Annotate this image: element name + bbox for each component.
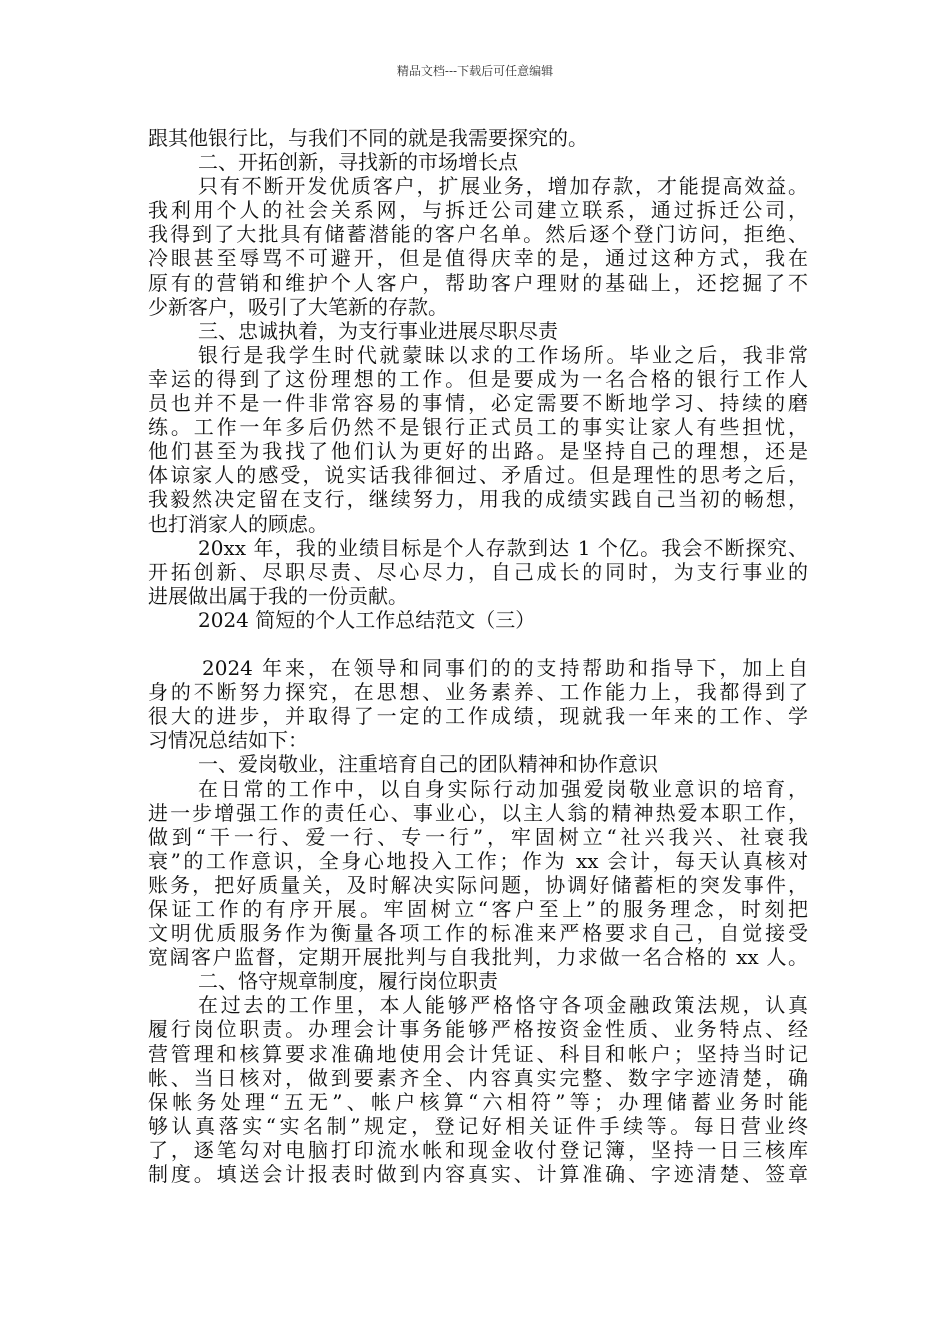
text-line: 制度。填送会计报表时做到内容真实、计算准确、字迹清楚、签章 — [148, 1162, 808, 1187]
text-line: 了，逐笔勾对电脑打印流水帐和现金收付登记簿，坚持一日三核库 — [148, 1137, 808, 1162]
text-line: 练。工作一年多后仍然不是银行正式员工的事实让家人有些担忧， — [148, 415, 808, 440]
text-line: 账务，把好质量关，及时解决实际问题，协调好储蓄柜的突发事件， — [148, 872, 808, 897]
text-line: 二、开拓创新，寻找新的市场增长点 — [198, 150, 518, 175]
text-line: 身的不断努力探究，在思想、业务素养、工作能力上，我都得到了 — [148, 680, 808, 705]
text-line: 在过去的工作里，本人能够严格恪守各项金融政策法规，认真 — [198, 993, 808, 1018]
text-line: 他们甚至为我找了他们认为更好的出路。是坚持自己的理想，还是 — [148, 439, 808, 464]
text-line: 宽阔客户监督，定期开展批判与自我批判，力求做一名合格的 xx 人。 — [148, 945, 808, 970]
text-line: 我毅然决定留在支行，继续努力，用我的成绩实践自己当初的畅想， — [148, 487, 808, 512]
text-line: 只有不断开发优质客户，扩展业务，增加存款，才能提高效益。 — [198, 174, 808, 199]
text-line: 在日常的工作中，以自身实际行动加强爱岗敬业意识的培育， — [198, 776, 808, 801]
text-line: 履行岗位职责。办理会计事务能够严格按资金性质、业务特点、经 — [148, 1017, 808, 1042]
text-line: 我得到了大批具有储蓄潜能的客户名单。然后逐个登门访问，拒绝、 — [148, 222, 808, 247]
text-line: 衰”的工作意识，全身心地投入工作；作为 xx 会计，每天认真核对 — [148, 848, 808, 873]
text-line: 也打消家人的顾虑。 — [148, 511, 328, 536]
page-header: 精品文档---下载后可任意编辑 — [396, 64, 554, 78]
text-line: 三、忠诚执着，为支行事业进展尽职尽责 — [198, 318, 558, 343]
text-line: 我利用个人的社会关系网，与拆迁公司建立联系，通过拆迁公司， — [148, 198, 808, 223]
text-line: 20xx 年，我的业绩目标是个人存款到达 1 个亿。我会不断探究、 — [198, 535, 808, 560]
text-line: 银行是我学生时代就蒙昧以求的工作场所。毕业之后，我非常 — [198, 342, 808, 367]
text-line: 保证工作的有序开展。牢固树立“客户至上”的服务理念，时刻把 — [148, 897, 808, 921]
text-line: 跟其他银行比，与我们不同的就是我需要探究的。 — [148, 126, 588, 150]
text-line: 幸运的得到了这份理想的工作。但是要成为一名合格的银行工作人 — [148, 366, 808, 391]
document-body — [148, 126, 808, 1186]
text-line: 帐、当日核对，做到要素齐全、内容真实完整、数字字迹清楚，确 — [148, 1065, 808, 1090]
text-line: 做到“干一行、爱一行、专一行”，牢固树立“社兴我兴、社衰我 — [148, 824, 808, 849]
text-line: 开拓创新、尽职尽责、尽心尽力，自己成长的同时，为支行事业的 — [148, 559, 808, 584]
text-line: 员也并不是一件非常容易的事情，必定需要不断地学习、持续的磨 — [148, 391, 808, 416]
text-line: 进展做出属于我的一份贡献。 — [148, 583, 408, 608]
text-line: 一、爱岗敬业，注重培育自己的团队精神和协作意识 — [198, 752, 658, 777]
text-line: 体谅家人的感受，说实话我徘徊过、矛盾过。但是理性的思考之后， — [148, 463, 808, 488]
text-line: 很大的进步，并取得了一定的工作成绩，现就我一年来的工作、学 — [148, 704, 808, 729]
text-line: 保帐务处理“五无”、帐户核算“六相符”等；办理储蓄业务时能 — [148, 1089, 808, 1114]
text-line: 习情况总结如下： — [148, 728, 308, 753]
text-line: 冷眼甚至辱骂不可避开，但是值得庆幸的是，通过这种方式，我在 — [148, 246, 808, 271]
text-line: 够认真落实“实名制”规定，登记好相关证件手续等。每日营业终 — [148, 1113, 808, 1138]
text-line: 原有的营销和维护个人客户，帮助客户理财的基础上，还挖掘了不 — [148, 270, 808, 295]
text-line: 二、恪守规章制度，履行岗位职责 — [198, 969, 498, 994]
blank-line — [148, 632, 808, 656]
text-line: 2024 年来，在领导和同事们的的支持帮助和指导下，加上自 — [202, 656, 808, 681]
text-line: 少新客户，吸引了大笔新的存款。 — [148, 294, 448, 319]
text-line: 营管理和核算要求准确地使用会计凭证、科目和帐户；坚持当时记 — [148, 1041, 808, 1066]
text-line: 文明优质服务作为衡量各项工作的标准来严格要求自己，自觉接受 — [148, 921, 808, 946]
text-line: 2024 简短的个人工作总结范文（三） — [198, 607, 536, 632]
text-line: 进一步增强工作的责任心、事业心，以主人翁的精神热爱本职工作， — [148, 800, 808, 825]
